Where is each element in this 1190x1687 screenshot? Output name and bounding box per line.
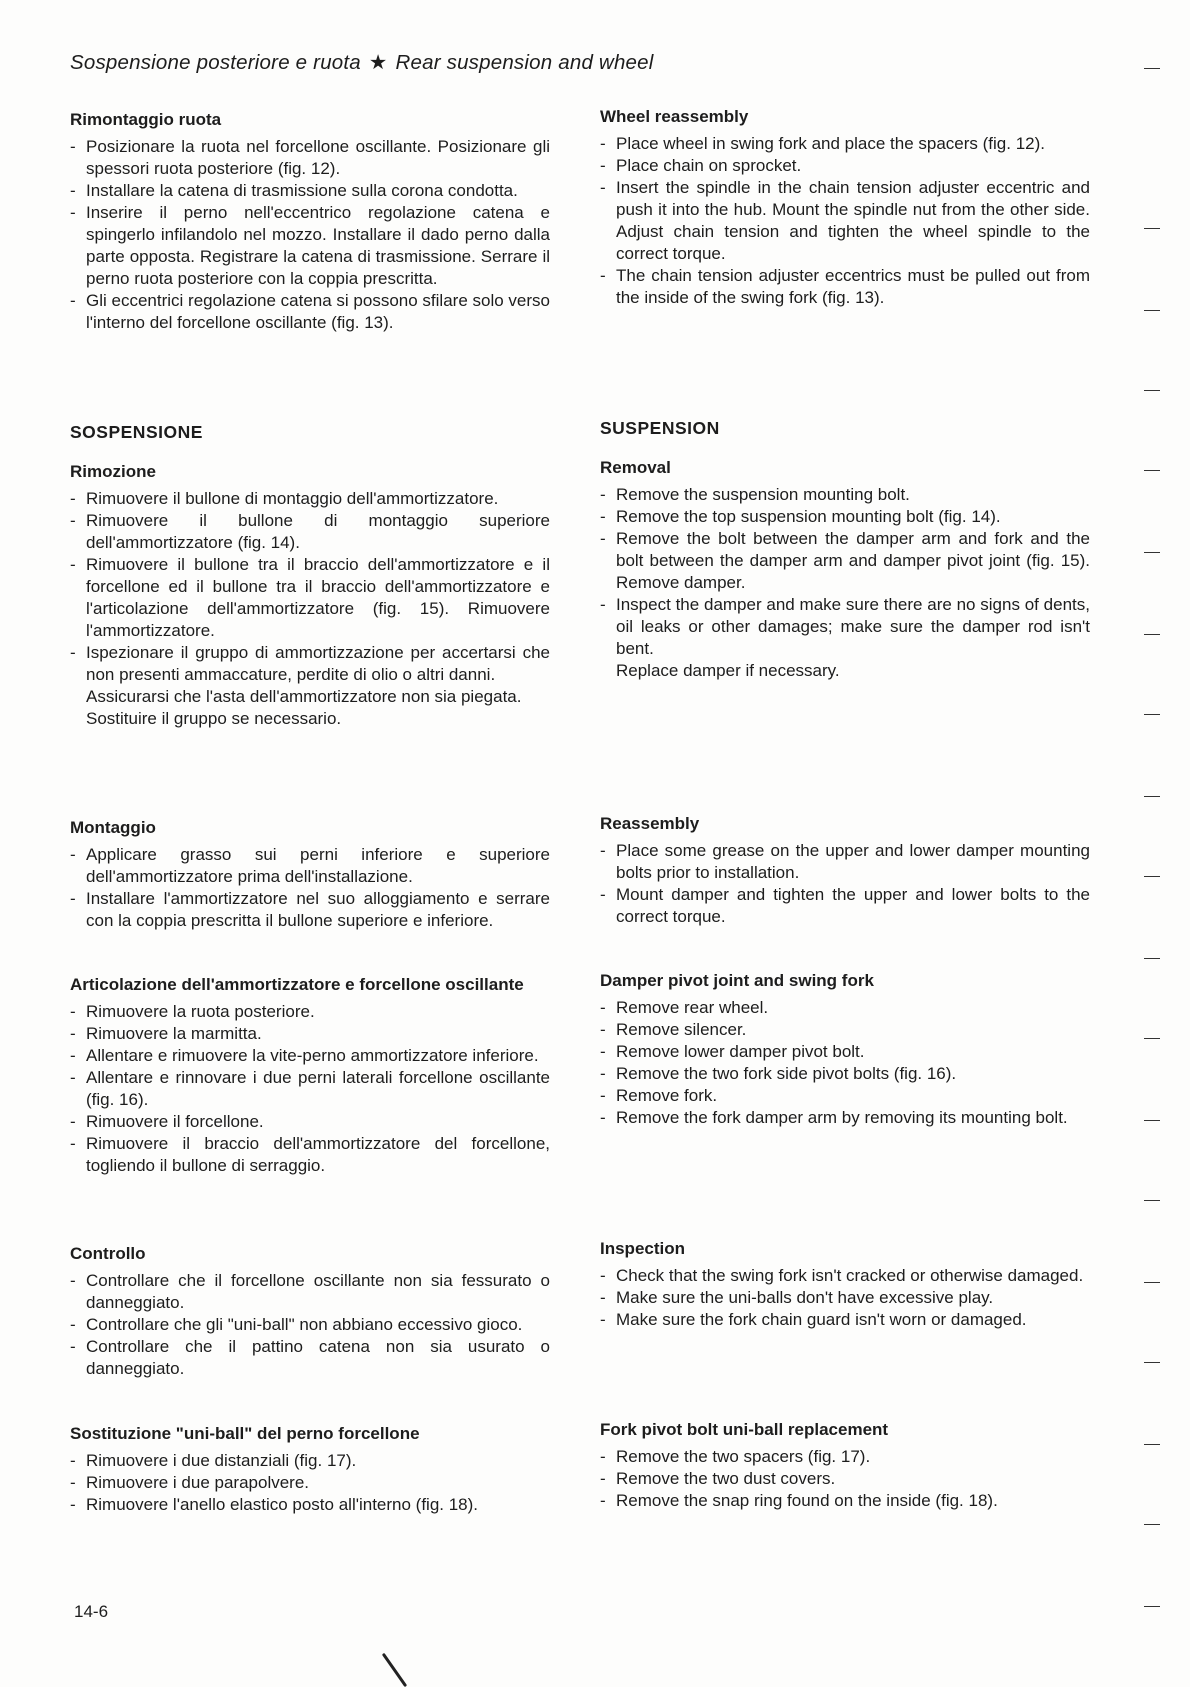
margin-mark [1144, 1120, 1160, 1121]
list-item: - Remove rear wheel. [600, 997, 1090, 1019]
list-item: - Ispezionare il gruppo di ammortizzazione per accertarsi che non presenti ammaccature, perdite di olio o altri danni. [70, 642, 550, 686]
section-heading: Rimontaggio ruota [70, 110, 222, 129]
margin-mark [1144, 552, 1160, 553]
list-item: - Make sure the fork chain guard isn't worn or damaged. [600, 1309, 1090, 1331]
list-item: - Remove the top suspension mounting bolt (fig. 14). [600, 506, 1090, 528]
list-item: - Controllare che il forcellone oscillante non sia fessurato o danneggiato. [70, 1270, 550, 1314]
margin-mark [1144, 958, 1160, 959]
margin-mark [1144, 634, 1160, 635]
pen-stroke-mark [382, 1653, 407, 1687]
list-item: - Allentare e rinnovare i due perni laterali forcellone oscillante (fig. 16). [70, 1067, 550, 1111]
list-item: - Remove the fork damper arm by removing its mounting bolt. [600, 1107, 1090, 1129]
margin-mark [1144, 470, 1160, 471]
list-item: - Rimuovere la marmitta. [70, 1023, 550, 1045]
section-heading: Reassembly [600, 814, 700, 833]
list-item: - Inspect the damper and make sure there are no signs of dents, oil leaks or other damages; make sure the damper rod isn't bent. [600, 594, 1090, 660]
list-item: - Rimuovere la ruota posteriore. [70, 1001, 550, 1023]
page-number: 14-6 [74, 1602, 109, 1621]
header-english: Rear suspension and wheel [395, 51, 654, 74]
margin-mark [1144, 390, 1160, 391]
list-item: - Mount damper and tighten the upper and lower bolts to the correct torque. [600, 884, 1090, 928]
margin-mark [1144, 1038, 1160, 1039]
list-item: - Remove silencer. [600, 1019, 1090, 1041]
margin-mark [1144, 310, 1160, 311]
list-item-continuation: Assicurarsi che l'asta dell'ammortizzatore non sia piegata. [86, 687, 522, 706]
margin-mark [1144, 68, 1160, 69]
list-item: - Posizionare la ruota nel forcellone oscillante. Posizionare gli spessori ruota posteriore (fig. 12). [70, 136, 550, 180]
list-item: - Place wheel in swing fork and place the spacers (fig. 12). [600, 133, 1090, 155]
pivot-it [70, 973, 550, 1177]
section-heading: Montaggio [70, 818, 156, 837]
list-item: - Controllare che il pattino catena non sia usurato o danneggiato. [70, 1336, 550, 1380]
margin-mark [1144, 1444, 1160, 1445]
list-item: - Rimuovere il bullone di montaggio dell'ammortizzatore. [70, 488, 550, 510]
inspection-en [600, 1237, 1090, 1331]
section-heading: Damper pivot joint and swing fork [600, 971, 874, 990]
margin-mark [1144, 1362, 1160, 1363]
pivot-en [600, 969, 1090, 1129]
removal-it [70, 460, 550, 730]
uniball-it [70, 1422, 550, 1516]
section-heading: Inspection [600, 1239, 686, 1258]
header-italian: Sospensione posteriore e ruota [70, 51, 361, 74]
section-heading: Rimozione [70, 462, 156, 481]
star-icon: ★ [368, 51, 388, 74]
list-item: - Controllare che gli "uni-ball" non abbiano eccessivo gioco. [70, 1314, 550, 1336]
list-item: - Remove the two fork side pivot bolts (fig. 16). [600, 1063, 1090, 1085]
section-heading: Articolazione dell'ammortizzatore e forcellone oscillante [70, 975, 524, 994]
list-item: - Remove the two dust covers. [600, 1468, 1090, 1490]
removal-en [600, 456, 1090, 682]
list-item: - Check that the swing fork isn't cracked or otherwise damaged. [600, 1265, 1090, 1287]
section-title-it: SOSPENSIONE [70, 422, 203, 442]
reassembly-en [600, 812, 1090, 928]
reassembly-it [70, 816, 550, 932]
margin-mark [1144, 1606, 1160, 1607]
list-item: - Remove the two spacers (fig. 17). [600, 1446, 1090, 1468]
margin-mark [1144, 1200, 1160, 1201]
list-item: - Installare l'ammortizzatore nel suo alloggiamento e serrare con la coppia prescritta il bullone superiore e inferiore. [70, 888, 550, 932]
list-item-continuation: Replace damper if necessary. [616, 661, 840, 680]
margin-mark [1144, 1524, 1160, 1525]
section-heading: Removal [600, 458, 671, 477]
list-item: - Remove lower damper pivot bolt. [600, 1041, 1090, 1063]
margin-mark [1144, 876, 1160, 877]
margin-mark [1144, 1282, 1160, 1283]
margin-mark [1144, 796, 1160, 797]
list-item: - Installare la catena di trasmissione sulla corona condotta. [70, 180, 550, 202]
list-item: - Make sure the uni-balls don't have excessive play. [600, 1287, 1090, 1309]
list-item: - Remove the snap ring found on the inside (fig. 18). [600, 1490, 1090, 1512]
list-item: - Rimuovere il braccio dell'ammortizzatore del forcellone, togliendo il bullone di serraggio. [70, 1133, 550, 1177]
list-item-continuation: Sostituire il gruppo se necessario. [86, 709, 342, 728]
list-item: - Rimuovere il bullone tra il braccio dell'ammortizzatore e il forcellone ed il bullone tra il braccio dell'ammortizzatore e l'articolazione dell'ammortizzatore (fig. 15). Rimuovere l'ammortizzatore. [70, 554, 550, 642]
margin-marks [1136, 0, 1160, 1684]
section-title-en: SUSPENSION [600, 418, 720, 438]
list-item: - Remove the suspension mounting bolt. [600, 484, 1090, 506]
wheel-reassembly-en [600, 105, 1090, 309]
list-item: - Gli eccentrici regolazione catena si possono sfilare solo verso l'interno del forcellone oscillante (fig. 13). [70, 290, 550, 334]
inspection-it [70, 1242, 550, 1380]
section-heading: Sostituzione "uni-ball" del perno forcellone [70, 1424, 420, 1443]
list-item: - Insert the spindle in the chain tension adjuster eccentric and push it into the hub. Mount the spindle nut from the other side. Adjust chain tension and tighten the wheel spindle to the correct torque. [600, 177, 1090, 265]
uniball-en [600, 1418, 1090, 1512]
wheel-reassembly-it [70, 108, 550, 334]
list-item: - Rimuovere il bullone di montaggio superiore dell'ammortizzatore (fig. 14). [70, 510, 550, 554]
list-item: - Place some grease on the upper and lower damper mounting bolts prior to installation. [600, 840, 1090, 884]
section-heading: Fork pivot bolt uni-ball replacement [600, 1420, 889, 1439]
list-item: - Rimuovere i due distanziali (fig. 17). [70, 1450, 550, 1472]
list-item: - Remove the bolt between the damper arm and fork and the bolt between the damper arm and damper pivot joint (fig. 15). Remove damper. [600, 528, 1090, 594]
section-heading: Wheel reassembly [600, 107, 749, 126]
margin-mark [1144, 228, 1160, 229]
page-header [70, 50, 654, 75]
list-item: - Inserire il perno nell'eccentrico regolazione catena e spingerlo infilandolo nel mozzo. Installare il dado perno dalla parte opposta. Registrare la catena di trasmissione. Serrare il perno ruota posteriore con la coppia prescritta. [70, 202, 550, 290]
list-item: - Rimuovere i due parapolvere. [70, 1472, 550, 1494]
list-item: - Rimuovere l'anello elastico posto all'interno (fig. 18). [70, 1494, 550, 1516]
list-item: - The chain tension adjuster eccentrics must be pulled out from the inside of the swing fork (fig. 13). [600, 265, 1090, 309]
list-item: - Rimuovere il forcellone. [70, 1111, 550, 1133]
list-item: - Allentare e rimuovere la vite-perno ammortizzatore inferiore. [70, 1045, 550, 1067]
list-item: - Applicare grasso sui perni inferiore e superiore dell'ammortizzatore prima dell'installazione. [70, 844, 550, 888]
margin-mark [1144, 714, 1160, 715]
list-item: - Place chain on sprocket. [600, 155, 1090, 177]
section-heading: Controllo [70, 1244, 146, 1263]
list-item: - Remove fork. [600, 1085, 1090, 1107]
